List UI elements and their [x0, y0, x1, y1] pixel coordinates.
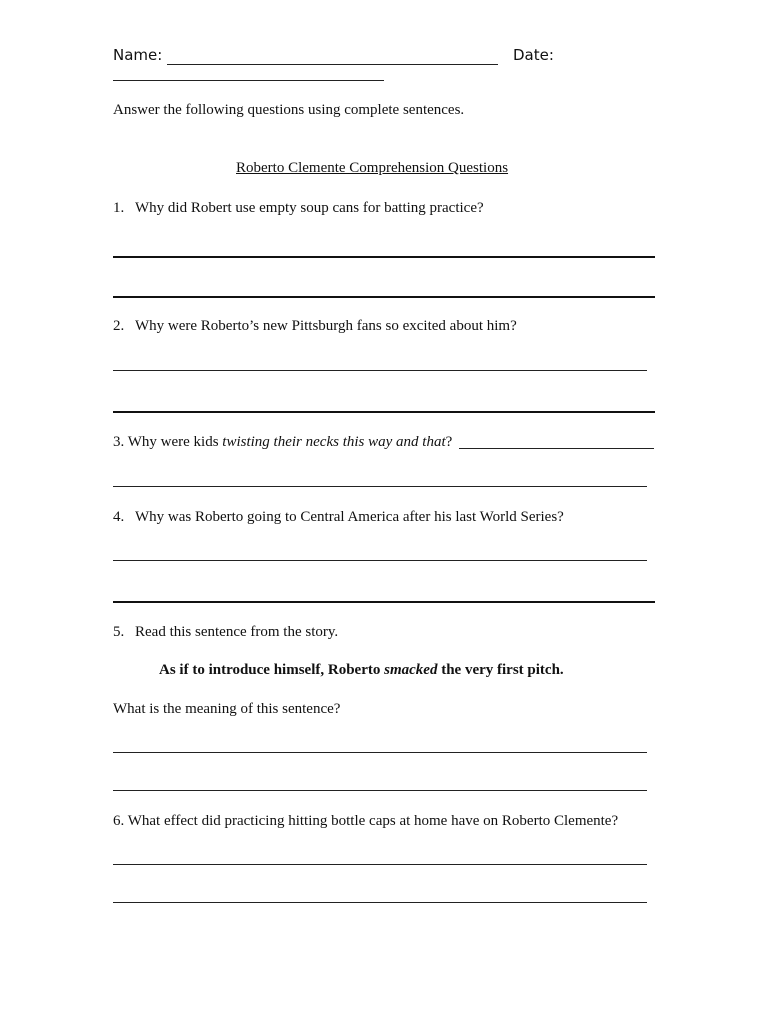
name-field[interactable] — [167, 64, 498, 65]
answer-line-2b[interactable] — [113, 411, 655, 413]
answer-line-5a[interactable] — [113, 752, 647, 753]
answer-line-6b[interactable] — [113, 902, 647, 903]
answer-line-5b[interactable] — [113, 790, 647, 791]
date-field[interactable] — [113, 80, 384, 81]
question-1-text: Why did Robert use empty soup cans for batting practice? — [135, 200, 484, 216]
question-1 — [113, 200, 484, 217]
date-label: Date: — [513, 46, 554, 64]
question-1-number: 1. — [113, 200, 125, 216]
question-5-text: Read this sentence from the story. — [135, 624, 339, 640]
question-5-followup: What is the meaning of this sentence? — [113, 701, 341, 717]
question-3-prefix: 3. Why were kids — [113, 434, 223, 450]
answer-line-1b[interactable] — [113, 296, 655, 298]
question-3-suffix: ? — [445, 434, 453, 450]
quote-italic: smacked — [384, 662, 438, 678]
answer-line-6a[interactable] — [113, 864, 647, 865]
question-5-number: 5. — [113, 624, 125, 640]
instructions: Answer the following questions using complete sentences. — [113, 102, 465, 118]
question-3 — [113, 434, 452, 451]
question-2-number: 2. — [113, 318, 125, 334]
question-4-text: Why was Roberto going to Central America after his last World Series? — [135, 509, 564, 525]
answer-line-3a[interactable] — [459, 448, 654, 449]
answer-line-4b[interactable] — [113, 601, 655, 603]
quoted-sentence — [159, 662, 564, 679]
quote-after: the very first pitch. — [437, 662, 564, 678]
question-2 — [113, 318, 517, 335]
question-6: 6. What effect did practicing hitting bottle caps at home have on Roberto Clemente? — [113, 813, 619, 829]
name-label: Name: — [113, 46, 163, 64]
answer-line-1a[interactable] — [113, 256, 655, 258]
quote-before: As if to introduce himself, Roberto — [159, 662, 385, 678]
page-title: Roberto Clemente Comprehension Questions — [236, 160, 509, 176]
question-4-number: 4. — [113, 509, 125, 525]
answer-line-3b[interactable] — [113, 486, 647, 487]
question-2-text: Why were Roberto’s new Pittsburgh fans so excited about him? — [135, 318, 517, 334]
answer-line-4a[interactable] — [113, 560, 647, 561]
question-4 — [113, 509, 564, 526]
question-3-italic: twisting their necks this way and that — [222, 434, 446, 450]
answer-line-2a[interactable] — [113, 370, 647, 371]
question-5 — [113, 624, 338, 641]
